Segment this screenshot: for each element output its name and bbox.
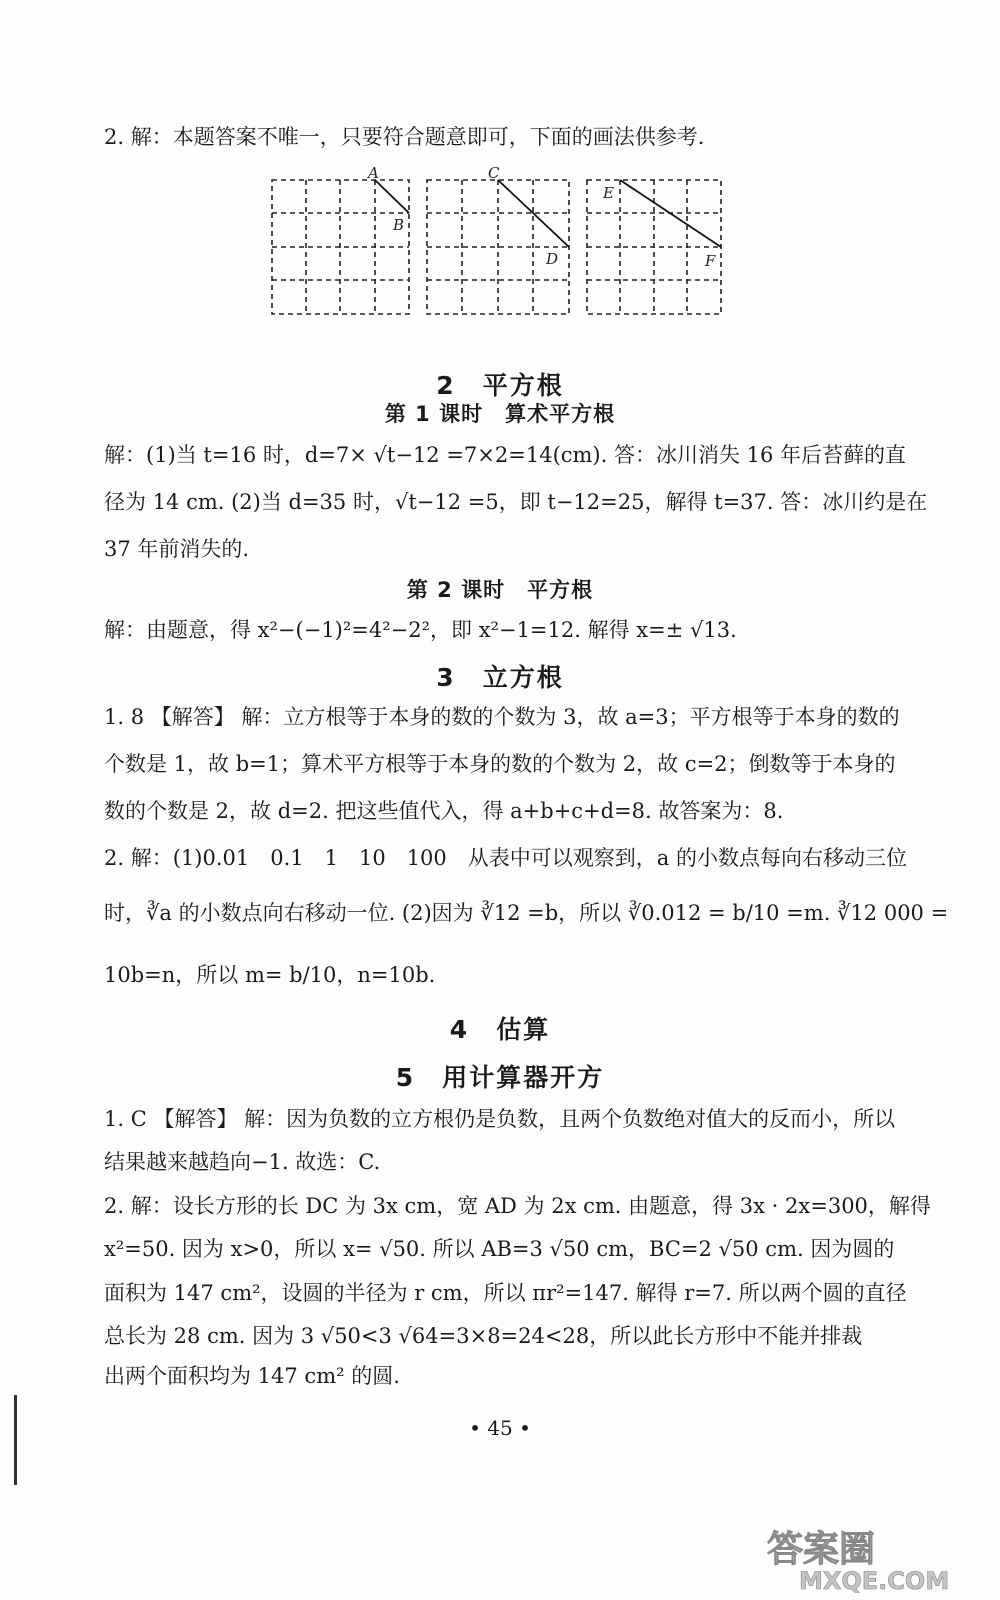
page-number: • 45 • <box>469 1416 531 1440</box>
label-c: C <box>488 164 500 182</box>
label-e: E <box>603 184 614 202</box>
answer-line: 解：(1)当 t=16 时，d=7× √t−12 =7×2=14(cm). 答：冰川消失 16 年后苔藓的直 <box>104 443 907 467</box>
answer-line: 数的个数是 2，故 d=2. 把这些值代入，得 a+b+c+d=8. 故答案为：8. <box>104 799 784 823</box>
answer-line: 面积为 147 cm²，设圆的半径为 r cm，所以 πr²=147. 解得 r=7. 所以两个圆的直径 <box>104 1281 907 1305</box>
answer-line: x²=50. 因为 x>0，所以 x= √50. 所以 AB=3 √50 cm，BC=2 √50 cm. 因为圆的 <box>104 1237 895 1261</box>
lesson-heading: 第 1 课时 算术平方根 <box>384 402 616 426</box>
grid-figure-1 <box>272 180 409 314</box>
label-a: A <box>368 164 379 182</box>
answer-line: 2. 解：(1)0.01 0.1 1 10 100 从表中可以观察到，a 的小数点每向右移动三位 <box>104 846 907 870</box>
answer-line: 37 年前消失的. <box>104 537 250 561</box>
answer-line: 结果越来越趋向−1. 故选：C. <box>104 1150 381 1174</box>
answer-line: 出两个面积均为 147 cm² 的圆. <box>104 1364 400 1388</box>
section-heading: 2 平方根 <box>436 371 564 400</box>
answer-line: 时，∛a 的小数点向右移动一位. (2)因为 ∛12 =b，所以 ∛0.012 = b/10 =m. ∛12 000 = <box>104 901 949 925</box>
label-b: B <box>393 216 405 234</box>
answer-line: 个数是 1，故 b=1；算术平方根等于本身的数的个数为 2，故 c=2；倒数等于本身的 <box>104 752 896 776</box>
answer-line: 2. 解：设长方形的长 DC 为 3x cm，宽 AD 为 2x cm. 由题意，得 3x · 2x=300，解得 <box>104 1194 931 1218</box>
answer-line: 径为 14 cm. (2)当 d=35 时，√t−12 =5，即 t−12=25，解得 t=37. 答：冰川约是在 <box>104 490 928 514</box>
grid-figures <box>0 164 1000 324</box>
label-d: D <box>546 250 559 268</box>
answer-line: 解：由题意，得 x²−(−1)²=4²−2²，即 x²−1=12. 解得 x=± √13. <box>104 618 737 642</box>
label-f: F <box>705 252 716 270</box>
answer-line: 1. C 【解答】 解：因为负数的立方根仍是负数，且两个负数绝对值大的反而小，所以 <box>104 1107 896 1131</box>
answer-line: 总长为 28 cm. 因为 3 √50<3 √64=3×8=24<28，所以此长方形中不能并排裁 <box>104 1324 863 1348</box>
segment-ab <box>375 180 409 213</box>
answer-line: 1. 8 【解答】 解：立方根等于本身的数的个数为 3，故 a=3；平方根等于本身的数的 <box>104 705 900 729</box>
watermark-logo <box>759 1519 994 1594</box>
margin-mark <box>14 1395 17 1485</box>
grid-figure-2 <box>427 180 569 314</box>
section-heading: 4 估算 <box>449 1015 551 1044</box>
watermark-url: MXQE.COM <box>799 1567 950 1595</box>
section-heading: 3 立方根 <box>436 663 564 692</box>
watermark-text: 答案圈 <box>767 1529 876 1570</box>
lesson-heading: 第 2 课时 平方根 <box>406 578 594 602</box>
answer-line: 2. 解：本题答案不唯一，只要符合题意即可，下面的画法供参考. <box>104 125 705 149</box>
answer-line: 10b=n，所以 m= b/10，n=10b. <box>104 963 436 987</box>
section-heading: 5 用计算器开方 <box>395 1063 605 1092</box>
